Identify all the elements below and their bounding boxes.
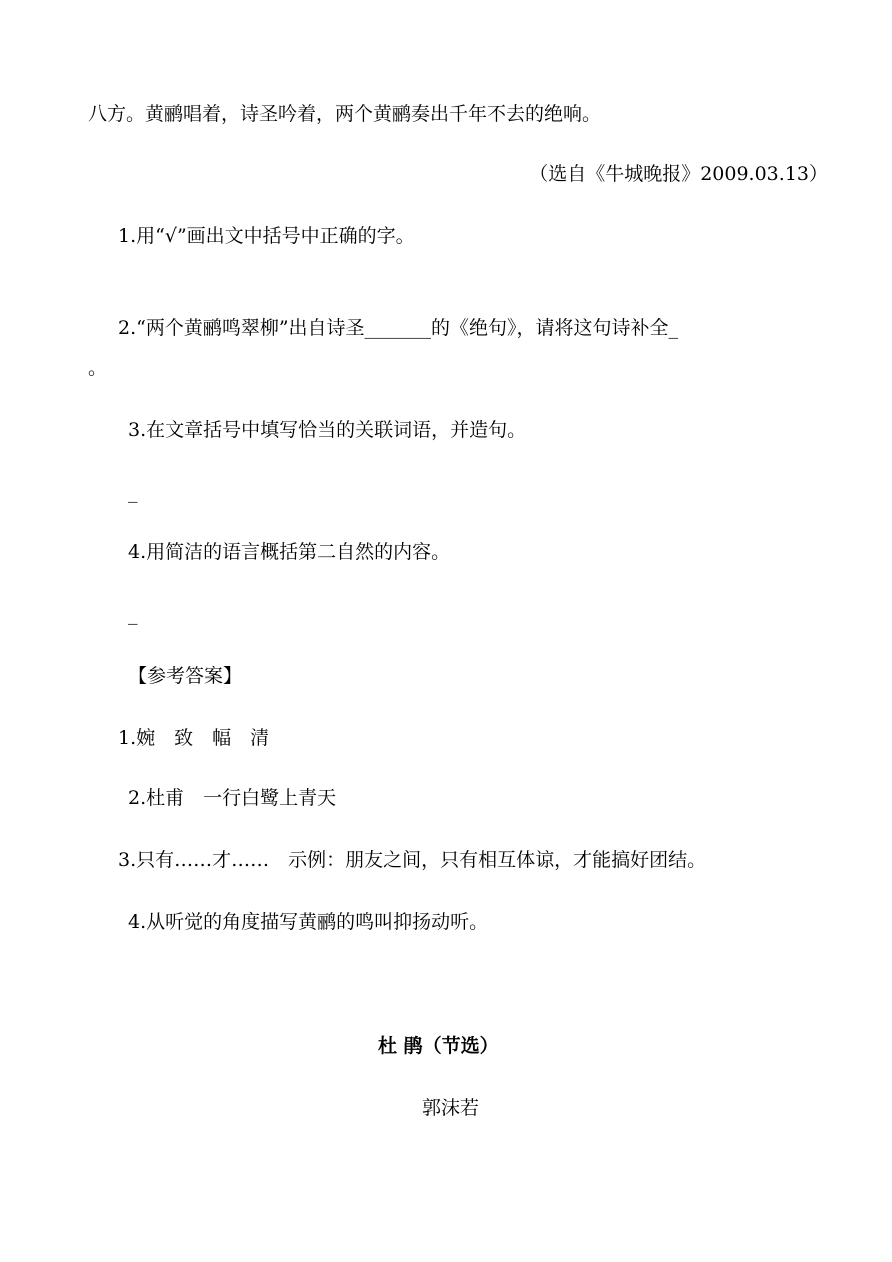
question-4-answer-blank: _ (128, 603, 138, 625)
passage-source: （选自《牛城晚报》2009.03.13） (529, 163, 828, 185)
answer-3: 3.只有……才…… 示例：朋友之间，只有相互体谅，才能搞好团结。 (118, 849, 707, 871)
answer-1: 1.婉 致 幅 清 (118, 727, 270, 749)
answer-4: 4.从听觉的角度描写黄鹂的鸣叫抑扬动听。 (128, 911, 489, 933)
answers-heading: 【参考答案】 (128, 665, 243, 687)
question-3: 3.在文章括号中填写恰当的关联词语，并造句。 (128, 419, 527, 441)
question-3-answer-blank: _ (128, 481, 138, 503)
question-2-continuation: 。 (88, 357, 108, 379)
answer-2: 2.杜甫 一行白鹭上青天 (128, 787, 337, 809)
passage-closing-line: 八方。黄鹂唱着，诗圣吟着，两个黄鹂奏出千年不去的绝响。 (88, 103, 602, 125)
article-author: 郭沫若 (422, 1097, 480, 1119)
question-1: 1.用“√”画出文中括号中正确的字。 (118, 225, 415, 247)
article-title: 杜 鹃（节选） (378, 1035, 499, 1057)
question-4: 4.用简洁的语言概括第二自然的内容。 (128, 541, 451, 563)
question-2: 2.“两个黄鹂鸣翠柳”出自诗圣_______的《绝句》，请将这句诗补全_ (118, 317, 679, 339)
